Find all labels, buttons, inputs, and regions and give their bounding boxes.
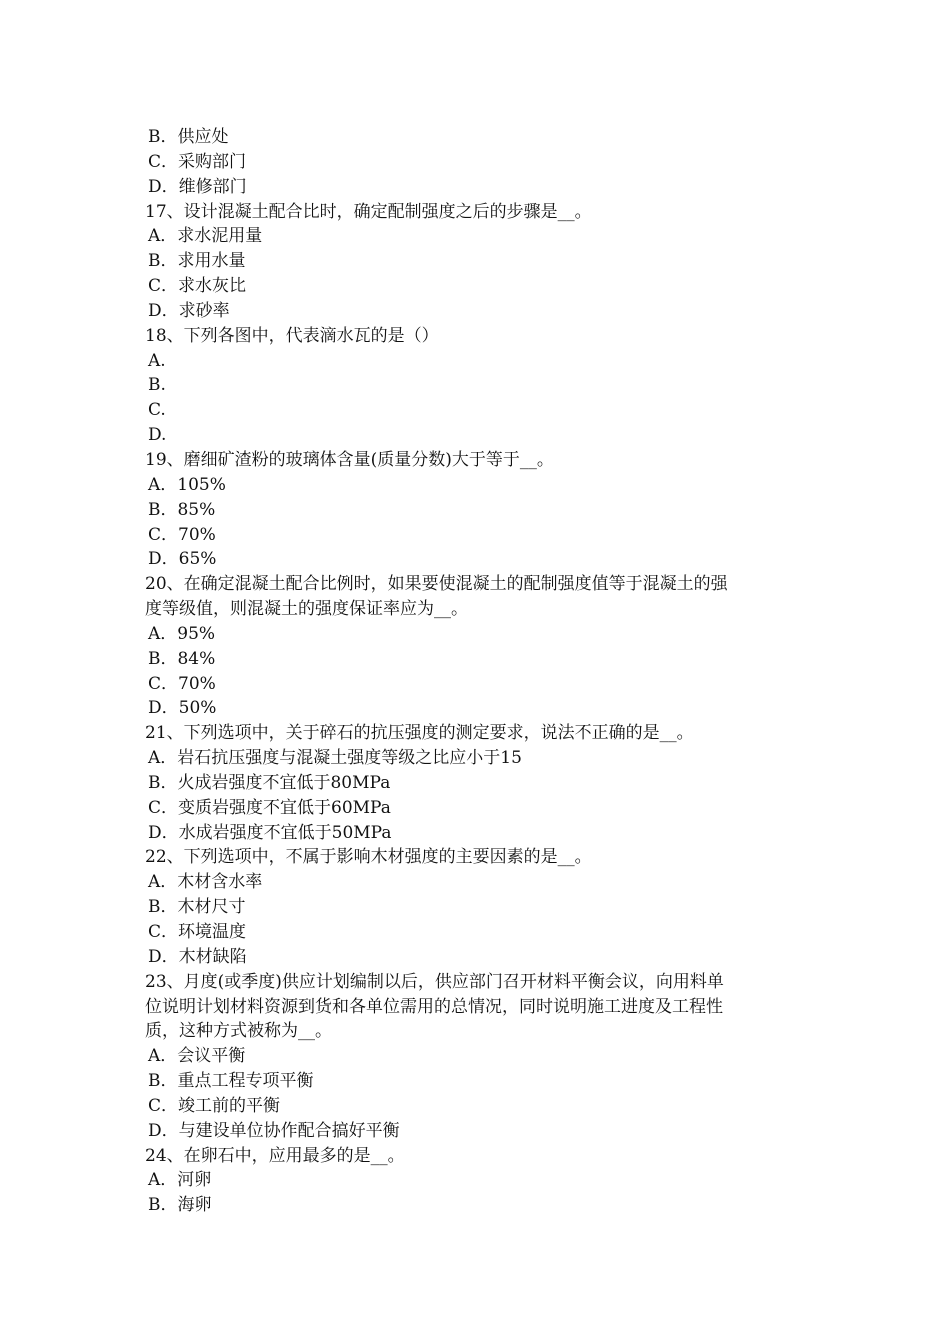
answer-option: D．木材缺陷 <box>148 946 247 967</box>
answer-option: D. <box>148 425 167 446</box>
question-text: 23、月度(或季度)供应计划编制以后，供应部门召开材料平衡会议，向用料单 <box>145 971 724 992</box>
answer-option: B. <box>148 375 166 396</box>
answer-option: C．变质岩强度不宜低于60MPa <box>148 797 391 818</box>
answer-option: B．海卵 <box>148 1195 212 1216</box>
answer-option: B．求用水量 <box>148 251 246 272</box>
answer-option: C．70% <box>148 673 216 694</box>
question-text: 19、磨细矿渣粉的玻璃体含量(质量分数)大于等于__。 <box>145 449 554 470</box>
answer-option: C．环境温度 <box>148 922 247 942</box>
answer-option: B．84% <box>148 648 216 669</box>
answer-option: D．求砂率 <box>148 300 230 321</box>
answer-option: A．95% <box>148 623 216 644</box>
answer-option: D．50% <box>148 698 217 719</box>
answer-option: B．火成岩强度不宜低于80MPa <box>148 772 391 793</box>
answer-option: B．供应处 <box>148 127 229 147</box>
question-text: 度等级值，则混凝土的强度保证率应为__。 <box>145 599 468 620</box>
answer-option: C．竣工前的平衡 <box>148 1095 281 1116</box>
answer-option: D．维修部门 <box>148 176 247 197</box>
question-text: 21、下列选项中，关于碎石的抗压强度的测定要求，说法不正确的是__。 <box>145 723 694 744</box>
answer-option: A．105% <box>148 474 226 495</box>
answer-option: D．与建设单位协作配合搞好平衡 <box>148 1120 400 1141</box>
answer-option: A．会议平衡 <box>148 1046 246 1067</box>
question-text: 18、下列各图中，代表滴水瓦的是（） <box>145 325 439 346</box>
answer-option: D．水成岩强度不宜低于50MPa <box>148 822 392 843</box>
answer-option: B．85% <box>148 499 216 520</box>
answer-option: C. <box>148 400 166 421</box>
question-text: 质，这种方式被称为__。 <box>145 1021 332 1042</box>
answer-option: A．河卵 <box>148 1170 212 1191</box>
answer-option: B．木材尺寸 <box>148 897 246 918</box>
answer-option: A．木材含水率 <box>148 872 263 893</box>
question-text: 位说明计划材料资源到货和各单位需用的总情况，同时说明施工进度及工程性 <box>145 996 723 1017</box>
answer-option: D．65% <box>148 549 217 570</box>
answer-option: C．70% <box>148 524 216 545</box>
answer-option: B．重点工程专项平衡 <box>148 1071 314 1092</box>
answer-option: C．求水灰比 <box>148 276 247 297</box>
question-text: 24、在卵石中，应用最多的是__。 <box>145 1145 405 1166</box>
question-text: 20、在确定混凝土配合比例时，如果要使混凝土的配制强度值等于混凝土的强 <box>145 574 728 595</box>
question-text: 17、设计混凝土配合比时，确定配制强度之后的步骤是__。 <box>145 201 592 222</box>
question-text: 22、下列选项中，不属于影响木材强度的主要因素的是__。 <box>145 847 592 868</box>
answer-option: C．采购部门 <box>148 151 247 172</box>
answer-option: A．求水泥用量 <box>148 226 263 247</box>
answer-option: A．岩石抗压强度与混凝土强度等级之比应小于15 <box>148 748 522 769</box>
answer-option: A. <box>148 350 166 371</box>
question-list <box>145 125 813 1218</box>
